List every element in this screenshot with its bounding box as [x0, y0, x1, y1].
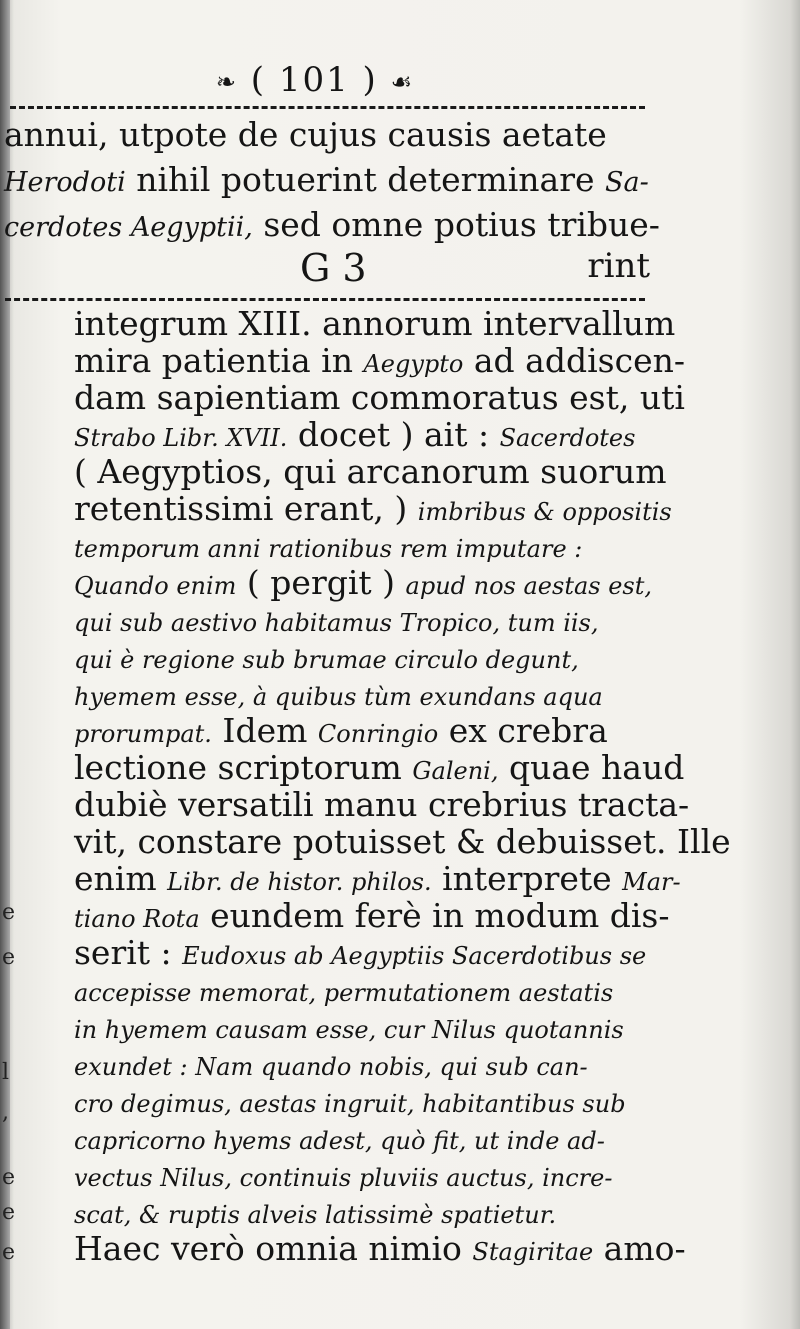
roman-text: enim [74, 859, 168, 898]
italic-text: hyemem esse, à quibus tùm exundans aqua [74, 683, 603, 711]
roman-text: ex crebra [438, 711, 608, 750]
roman-text: interprete [431, 859, 623, 898]
italic-text: imbribus & oppositis [417, 498, 672, 526]
roman-text: integrum XIII. annorum intervallum [74, 304, 676, 343]
italic-text: Herodoti [4, 167, 126, 198]
italic-text: apud nos aestas est, [405, 572, 653, 600]
margin-mark: e [2, 1240, 16, 1265]
italic-text: Libr. de histor. philos. [167, 868, 432, 896]
roman-text: amo- [593, 1229, 686, 1268]
roman-text: ( pergit ) [236, 563, 406, 602]
roman-text: docet ) ait : [287, 415, 500, 454]
italic-text: Sa- [605, 167, 649, 198]
page-number: ( 101 ) [250, 60, 378, 100]
italic-text: vectus Nilus, continuis pluviis auctus, incre- [74, 1164, 613, 1192]
italic-text: cerdotes Aegyptii, [4, 212, 253, 243]
roman-text: eundem ferè in modum dis- [199, 896, 670, 935]
italic-text: capricorno hyems adest, quò fit, ut inde ad- [74, 1127, 605, 1155]
italic-text: prorumpat. [74, 720, 212, 748]
margin-mark: e [2, 1200, 16, 1225]
italic-text: Quando enim [74, 572, 237, 600]
italic-text: Galeni, [412, 757, 499, 785]
roman-text: quae haud [498, 748, 685, 787]
roman-text: ad addiscen- [463, 341, 685, 380]
footnote-rule [5, 298, 645, 301]
body-line [74, 822, 731, 862]
roman-text: Idem [211, 711, 318, 750]
body-line [74, 1229, 686, 1272]
right-ornament-icon: ☙ [390, 68, 415, 96]
italic-text: Sacerdotes [499, 424, 636, 452]
body-line [74, 452, 667, 492]
body-line [74, 304, 675, 344]
roman-text: sed omne potius tribue- [252, 205, 660, 244]
header-rule [10, 106, 645, 109]
margin-mark: , [2, 1100, 9, 1125]
footnote-line [4, 160, 649, 203]
italic-text: qui è regione sub brumae circulo degunt, [74, 646, 579, 674]
page-header [195, 60, 435, 110]
roman-text: nihil potuerint determinare [125, 160, 606, 199]
italic-text: temporum anni rationibus rem imputare : [74, 535, 583, 563]
margin-mark: l [2, 1060, 10, 1085]
italic-text: Conringio [317, 720, 439, 748]
footnote-line [4, 205, 660, 248]
footnote-line [4, 115, 607, 155]
italic-text: cro degimus, aestas ingruit, habitantibus sub [74, 1090, 626, 1118]
catchword: rint [587, 246, 650, 286]
roman-text: retentissimi erant, ) [74, 489, 418, 528]
roman-text: annui, utpote de cujus causis aetate [4, 115, 607, 154]
italic-text: Strabo Libr. XVII. [74, 424, 288, 452]
margin-mark: e [2, 945, 16, 970]
italic-text: Aegypto [363, 350, 464, 378]
roman-text: ( Aegyptios, qui arcanorum suorum [74, 452, 667, 491]
italic-text: exundet : Nam quando nobis, qui sub can- [74, 1053, 588, 1081]
italic-text: tiano Rota [74, 905, 200, 933]
roman-text: serit : [74, 933, 183, 972]
margin-mark: e [2, 1165, 16, 1190]
left-ornament-icon: ❧ [215, 68, 238, 96]
roman-text: dubiè versatili manu crebrius tracta- [74, 785, 690, 824]
italic-text: Mar- [622, 868, 681, 896]
roman-text: lectione scriptorum [74, 748, 413, 787]
italic-text: accepisse memorat, permutationem aestatis [74, 979, 614, 1007]
italic-text: Stagiritae [472, 1238, 594, 1266]
roman-text: vit, constare potuisset & debuisset. Ille [74, 822, 731, 861]
body-line [74, 378, 685, 418]
body-line [74, 785, 689, 825]
italic-text: scat, & ruptis alveis latissimè spatietur. [74, 1201, 557, 1229]
roman-text: Haec verò omnia nimio [74, 1229, 473, 1268]
margin-mark: e [2, 900, 16, 925]
italic-text: Eudoxus ab Aegyptiis Sacerdotibus se [182, 942, 647, 970]
signature-mark: G 3 [300, 246, 367, 290]
italic-text: qui sub aestivo habitamus Tropico, tum iis, [74, 609, 599, 637]
italic-text: in hyemem causam esse, cur Nilus quotannis [74, 1016, 624, 1044]
roman-text: mira patientia in [74, 341, 364, 380]
roman-text: dam sapientiam commoratus est, uti [74, 378, 685, 417]
